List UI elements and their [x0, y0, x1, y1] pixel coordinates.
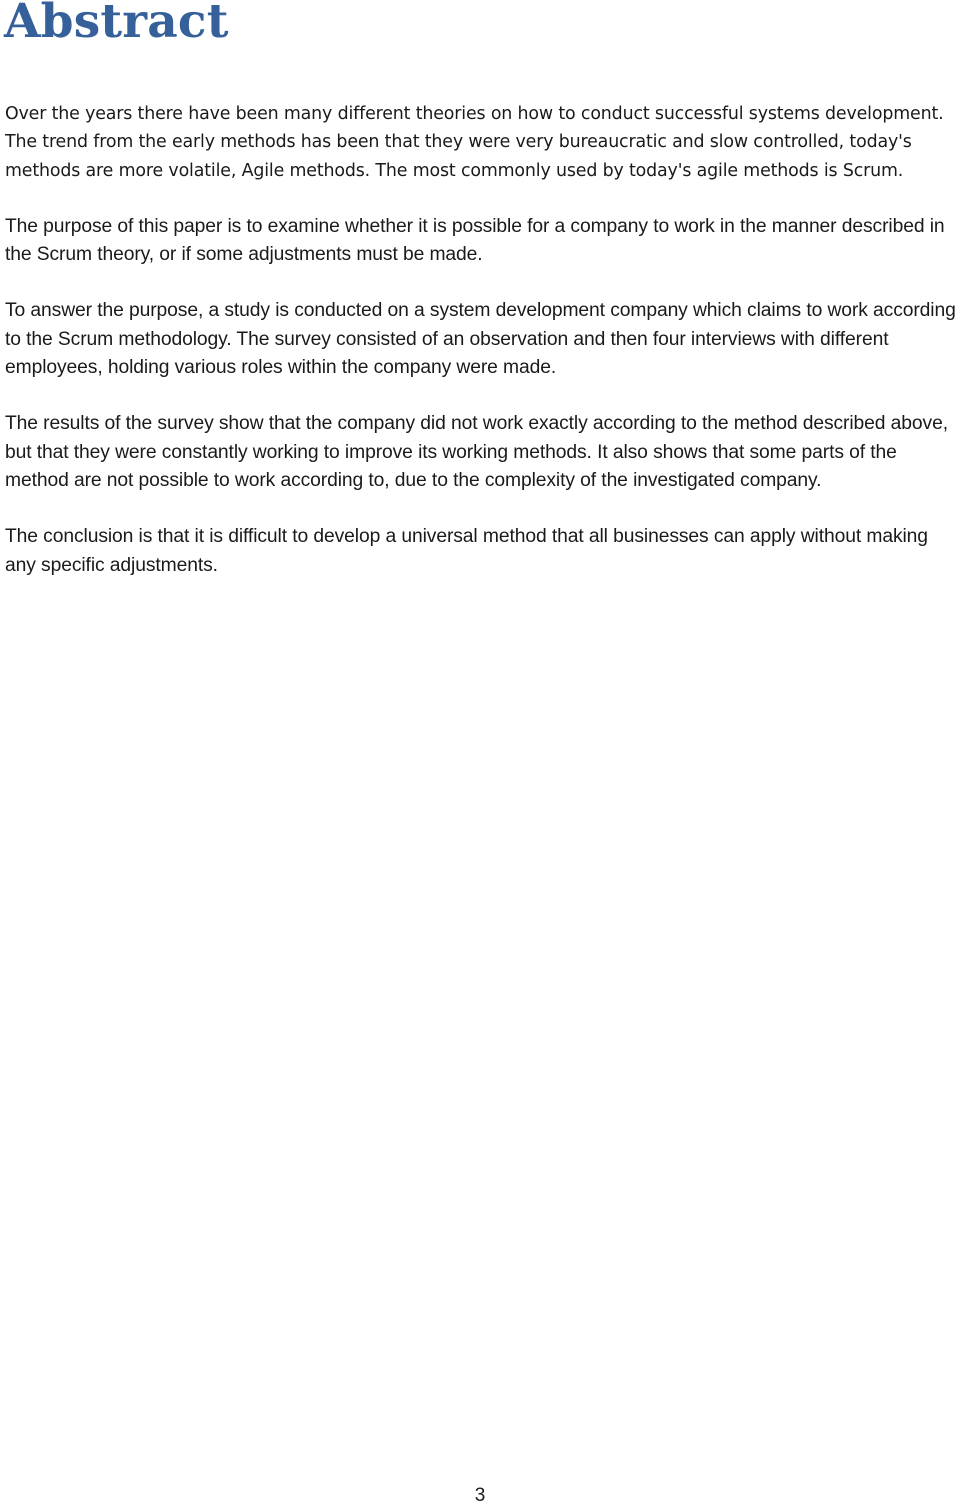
page-number: 3	[474, 1485, 486, 1506]
paragraph-results: The results of the survey show that the company did not work exactly according to the method described above, but that they were constantly working to improve its working methods. It also shows that some parts of the method are not possible to work according to, due to the complexity of the investigated company.	[5, 413, 948, 491]
paragraph-purpose: The purpose of this paper is to examine whether it is possible for a company to work in the manner described in the Scrum theory, or if some adjustments must be made.	[5, 215, 945, 266]
abstract-body	[5, 100, 957, 608]
paragraph-method: To answer the purpose, a study is conducted on a system development company which claims to work according to the Scrum methodology. The survey consisted of an observation and then four interviews with different employees, holding various roles within the company were made.	[5, 300, 956, 379]
page-title: Abstract	[4, 0, 229, 49]
paragraph-conclusion: The conclusion is that it is difficult to develop a universal method that all businesses can apply without making any specific adjustments.	[5, 526, 928, 576]
paragraph-intro: Over the years there have been many different theories on how to conduct successful systems development. The trend from the early methods has been that they were very bureaucratic and slow controlled, today's methods are more volatile, Agile methods. The most commonly used by today's agile methods is Scrum.	[5, 104, 944, 181]
